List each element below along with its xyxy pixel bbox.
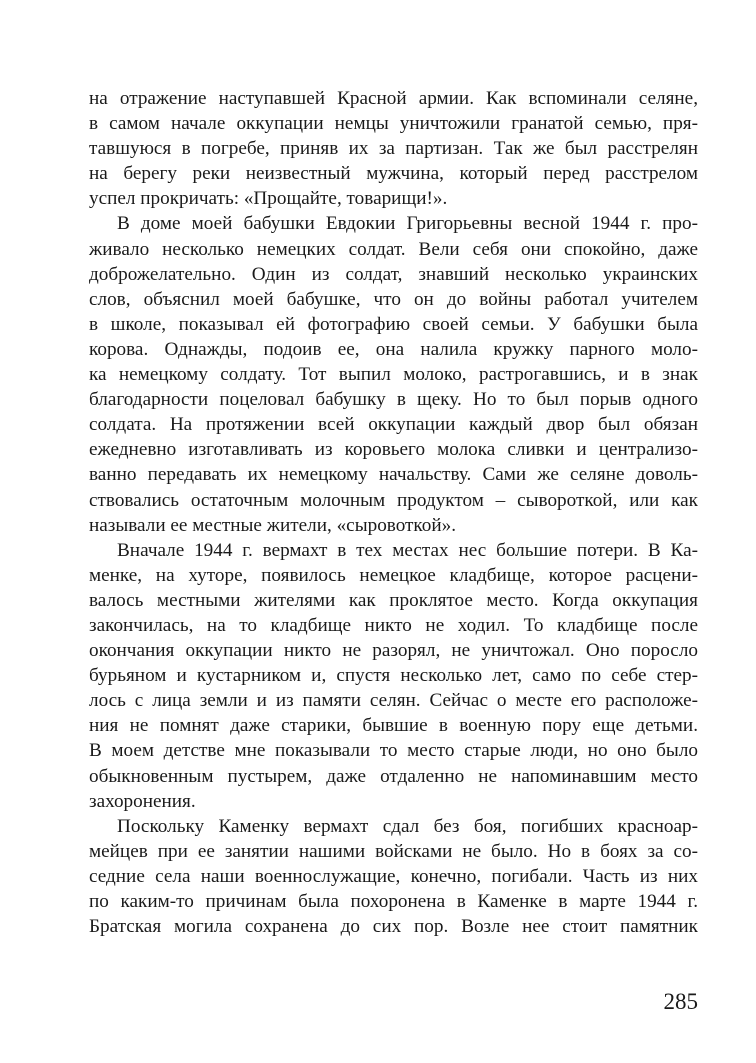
page-number: 285 — [663, 989, 698, 1014]
text-line: бурьяном и кустарником и, спустя несколько лет, само по себе стер- — [89, 665, 698, 687]
text-line: в самом начале оккупации немцы уничтожили гранатой семью, пря- — [89, 113, 698, 135]
text-line: В доме моей бабушки Евдокии Григорьевны весной 1944 г. про- — [117, 213, 698, 235]
text-line: ка немецкому солдату. Тот выпил молоко, растрогавшись, и в знак — [89, 364, 698, 386]
text-line: мейцев при ее занятии нашими войсками не было. Но в боях за со- — [89, 840, 698, 862]
text-line: Поскольку Каменку вермахт сдал без боя, погибших красноар- — [117, 815, 698, 837]
text-line: ствовались остаточным молочным продуктом – сывороткой, или как — [89, 489, 698, 511]
paragraph-2 — [89, 211, 698, 537]
paragraph-3 — [89, 538, 698, 814]
text-line: называли ее местные жители, «сыровоткой». — [89, 514, 457, 536]
text-line: окончания оккупации никто не разорял, не уничтожал. Оно поросло — [89, 640, 698, 662]
text-line: благодарности поцеловал бабушку в щеку. Но то был порыв одного — [89, 389, 698, 411]
text-line: солдата. На протяжении всей оккупации каждый двор был обязан — [89, 414, 698, 436]
text-line: ежедневно изготавливать из коровьего молока сливки и централизо- — [89, 439, 698, 461]
text-line: слов, объяснил моей бабушке, что он до войны работал учителем — [89, 288, 698, 310]
text-line: тавшуюся в погребе, приняв их за партизан. Так же был расстрелян — [89, 138, 698, 160]
paragraph-1 — [89, 86, 698, 211]
text-line: закончилась, на то кладбище никто не ходил. То кладбище после — [89, 614, 698, 636]
text-line: седние села наши военнослужащие, конечно, погибали. Часть из них — [89, 865, 698, 887]
text-line: живало несколько немецких солдат. Вели себя они спокойно, даже — [89, 238, 698, 260]
text-line: валось местными жителями как проклятое место. Когда оккупация — [89, 589, 698, 611]
page-body — [89, 86, 698, 939]
text-line: ния не помнят даже старики, бывшие в военную пору еще детьми. — [89, 715, 698, 737]
text-line: захоронения. — [89, 790, 196, 812]
text-line: В моем детстве мне показывали то место старые люди, но оно было — [89, 740, 698, 762]
text-line: по каким-то причинам была похоронена в Каменке в марте 1944 г. — [89, 891, 698, 912]
text-line: корова. Однажды, подоив ее, она налила кружку парного моло- — [89, 338, 698, 360]
text-line: доброжелательно. Один из солдат, знавший несколько украинских — [89, 263, 698, 285]
text-line: в школе, показывал ей фотографию своей семьи. У бабушки была — [89, 313, 698, 335]
paragraph-4 — [89, 814, 698, 939]
text-line: обыкновенным пустырем, даже отдаленно не напоминавшим место — [89, 765, 698, 787]
text-line: успел прокричать: «Прощайте, товарищи!». — [89, 188, 448, 210]
text-line: на берегу реки неизвестный мужчина, который перед расстрелом — [89, 163, 698, 185]
text-line: ванно передавать их немецкому начальству. Сами же селяне доволь- — [89, 464, 698, 486]
text-line: менке, на хуторе, появилось немецкое кладбище, которое расцени- — [89, 564, 698, 586]
text-line: на отражение наступавшей Красной армии. Как вспоминали селяне, — [89, 88, 698, 109]
text-line: Вначале 1944 г. вермахт в тех местах нес большие потери. В Ка- — [117, 539, 698, 561]
text-line: Братская могила сохранена до сих пор. Возле нее стоит памятник — [89, 916, 698, 938]
text-line: лось с лица земли и из памяти селян. Сейчас о месте его расположе- — [89, 690, 698, 712]
